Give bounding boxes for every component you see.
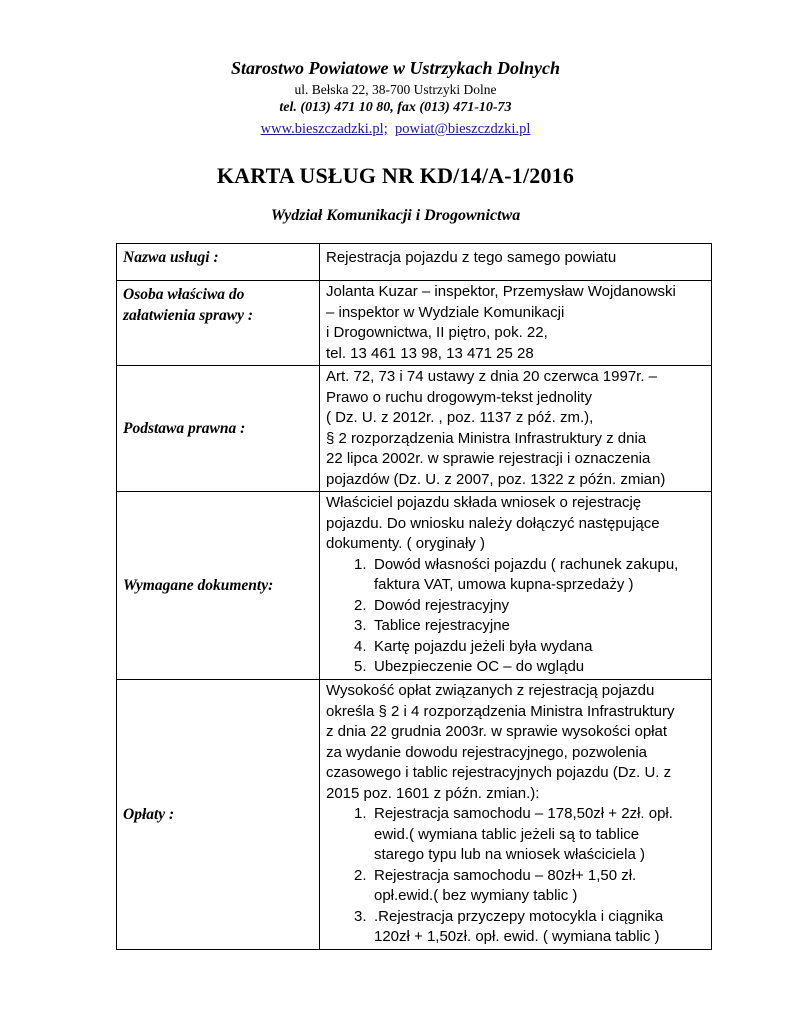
fees-intro-line: czasowego i tablic rejestracyjnych pojazdu (Dz. U. z bbox=[326, 764, 672, 781]
list-item bbox=[354, 555, 705, 596]
value-service: Rejestracja pojazdu z tego samego powiatu bbox=[320, 244, 712, 281]
office-name: Starostwo Powiatowe w Ustrzykach Dolnych bbox=[230, 58, 561, 78]
label-service: Nazwa usługi : bbox=[117, 244, 320, 281]
list-item-number: 1. bbox=[354, 805, 367, 822]
documents-intro-line: Właściciel pojazdu składa wniosek o rejestrację bbox=[326, 494, 642, 511]
list-item bbox=[354, 804, 705, 866]
documents-intro-line: pojazdu. Do wniosku należy dołączyć następujące bbox=[326, 514, 660, 532]
list-item-number: 4. bbox=[354, 637, 367, 655]
contact-line: i Drogownictwa, II piętro, pok. 22, bbox=[326, 324, 548, 341]
list-item bbox=[354, 866, 705, 907]
list-item-line: Rejestracja samochodu – 178,50zł + 2zł. opł. bbox=[374, 805, 673, 822]
label-contact-line: załatwienia sprawy : bbox=[123, 307, 254, 324]
value-fees bbox=[320, 680, 712, 950]
row-legal bbox=[117, 366, 712, 492]
list-item-line: Dowód własności pojazdu ( rachunek zakupu, bbox=[374, 555, 679, 573]
label-fees: Opłaty : bbox=[117, 680, 320, 950]
label-documents: Wymagane dokumenty: bbox=[117, 492, 320, 680]
list-item-number: 2. bbox=[354, 866, 367, 884]
value-documents bbox=[320, 492, 712, 680]
list-item bbox=[354, 907, 705, 948]
fees-list bbox=[326, 804, 705, 948]
contact-line: Jolanta Kuzar – inspektor, Przemysław Wojdanowski bbox=[326, 283, 676, 300]
list-item-number: 5. bbox=[354, 658, 367, 675]
list-item-line: Dowód rejestracyjny bbox=[374, 596, 510, 614]
list-item-number: 1. bbox=[354, 555, 367, 573]
contact-line: tel. 13 461 13 98, 13 471 25 28 bbox=[326, 344, 534, 362]
email-link[interactable]: powiat@bieszczdzki.pl bbox=[395, 121, 531, 137]
fees-intro-line: Wysokość opłat związanych z rejestracją pojazdu bbox=[326, 682, 655, 699]
list-item-line: Kartę pojazdu jeżeli była wydana bbox=[374, 637, 593, 655]
value-legal bbox=[320, 366, 712, 492]
list-item bbox=[354, 637, 705, 658]
list-item-line: Ubezpieczenie OC – do wglądu bbox=[374, 658, 585, 675]
label-contact-line: Osoba właściwa do bbox=[123, 286, 245, 303]
legal-line: 22 lipca 2002r. w sprawie rejestracji i oznaczenia bbox=[326, 450, 651, 467]
legal-line: ( Dz. U. z 2012r. , poz. 1137 z póź. zm.), bbox=[326, 409, 594, 426]
list-item-number: 3. bbox=[354, 617, 367, 634]
row-service bbox=[117, 244, 712, 281]
legal-line: pojazdów (Dz. U. z 2007, poz. 1322 z późn. zmian) bbox=[326, 470, 666, 488]
list-item-number: 3. bbox=[354, 907, 367, 925]
list-item-line: starego typu lub na wniosek właściciela ) bbox=[374, 846, 645, 863]
office-links bbox=[0, 121, 791, 138]
fees-intro-line: określa § 2 i 4 rozporządzenia Ministra Infrastruktury bbox=[326, 702, 675, 720]
legal-line: § 2 rozporządzenia Ministra Infrastruktury z dnia bbox=[326, 429, 647, 447]
website-link[interactable]: www.bieszczadzki.pl; bbox=[260, 121, 388, 137]
list-item-line: Tablice rejestracyjne bbox=[374, 617, 510, 634]
label-contact bbox=[117, 281, 320, 366]
row-contact bbox=[117, 281, 712, 366]
list-item bbox=[354, 616, 705, 637]
service-card-table bbox=[116, 243, 712, 950]
list-item bbox=[354, 596, 705, 617]
office-address: ul. Bełska 22, 38-700 Ustrzyki Dolne bbox=[294, 82, 497, 97]
documents-list bbox=[326, 555, 705, 678]
legal-line: Art. 72, 73 i 74 ustawy z dnia 20 czerwca 1997r. – bbox=[326, 368, 658, 385]
documents-intro-line: dokumenty. ( oryginały ) bbox=[326, 535, 485, 552]
list-item-line: 120zł + 1,50zł. opł. ewid. ( wymiana tablic ) bbox=[374, 928, 660, 945]
row-fees bbox=[117, 680, 712, 950]
label-legal: Podstawa prawna : bbox=[117, 366, 320, 492]
list-item-number: 2. bbox=[354, 596, 367, 614]
department-name: Wydział Komunikacji i Drogownictwa bbox=[270, 207, 521, 224]
list-item bbox=[354, 657, 705, 678]
office-phone: tel. (013) 471 10 80, fax (013) 471-10-73 bbox=[279, 100, 512, 115]
legal-line: Prawo o ruchu drogowym-tekst jednolity bbox=[326, 388, 592, 406]
list-item-line: Rejestracja samochodu – 80zł+ 1,50 zł. bbox=[374, 866, 637, 884]
fees-intro-line: za wydanie dowodu rejestracyjnego, pozwolenia bbox=[326, 743, 648, 761]
fees-intro-line: 2015 poz. 1601 z późn. zmian.): bbox=[326, 784, 540, 802]
fees-intro-line: z dnia 22 grudnia 2003r. w sprawie wysokości opłat bbox=[326, 723, 668, 740]
page-title: KARTA USŁUG NR KD/14/A-1/2016 bbox=[216, 163, 575, 188]
contact-line: – inspektor w Wydziale Komunikacji bbox=[326, 303, 565, 321]
list-item-line: faktura VAT, umowa kupna-sprzedaży ) bbox=[374, 576, 634, 593]
row-documents bbox=[117, 492, 712, 680]
list-item-line: .Rejestracja przyczepy motocykla i ciągnika bbox=[374, 907, 664, 925]
value-contact bbox=[320, 281, 712, 366]
list-item-line: ewid.( wymiana tablic jeżeli są to tablice bbox=[374, 825, 640, 843]
list-item-line: opł.ewid.( bez wymiany tablic ) bbox=[374, 887, 578, 904]
